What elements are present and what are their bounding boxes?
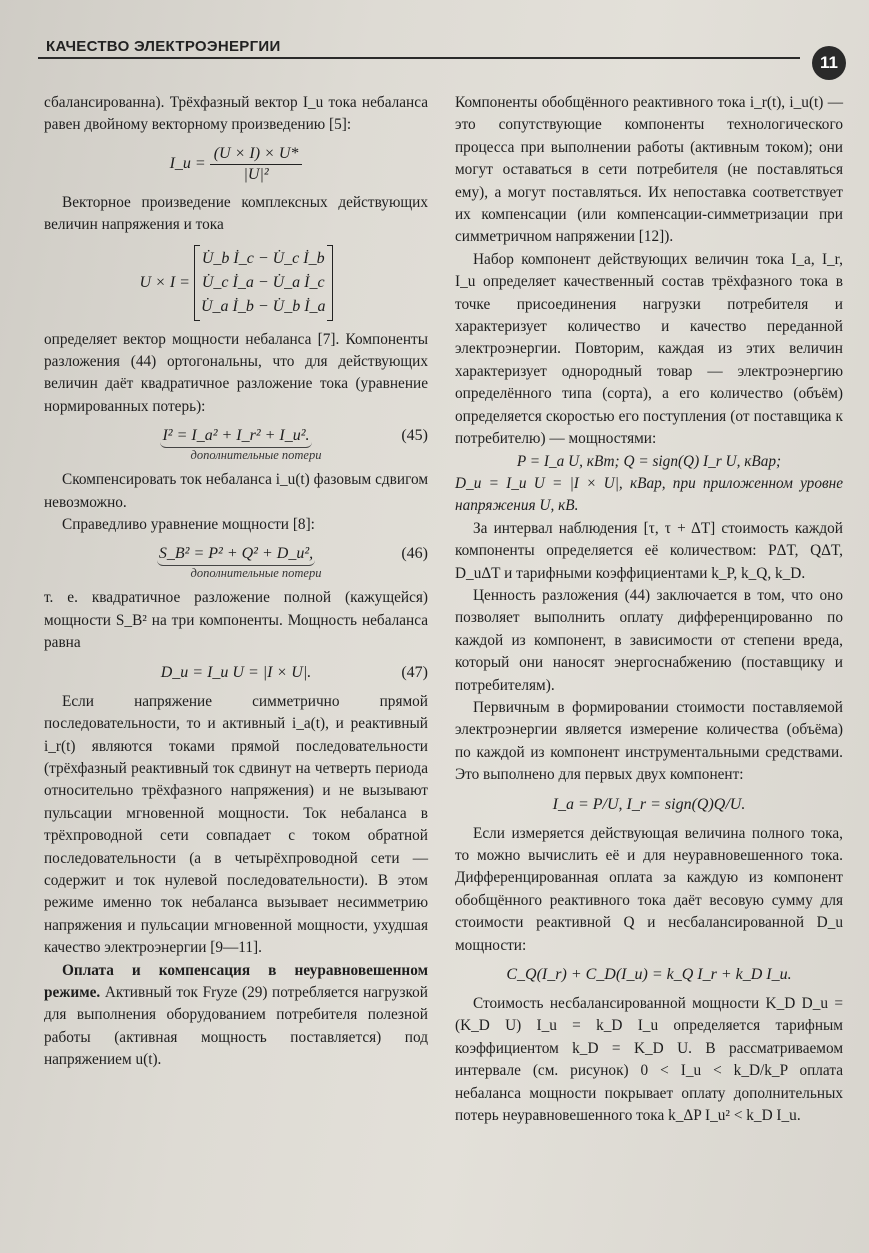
equation-46	[44, 543, 428, 580]
equation-number: (47)	[401, 663, 428, 681]
paragraph: т. е. квадратичное разложение полной (кажущейся) мощности S_B² на три компоненты. Мощность небаланса равна	[44, 589, 428, 652]
equation-lhs: U × I =	[139, 273, 190, 291]
equation-45	[44, 425, 428, 462]
left-column	[44, 92, 428, 1072]
paragraph	[44, 960, 428, 1072]
underbrace-note: дополнительные потери	[190, 448, 322, 463]
fraction-denominator: |U|²	[243, 165, 269, 183]
right-column	[455, 92, 843, 1127]
matrix	[194, 245, 333, 321]
equation-body: D_u = I_u U = |I × U|.	[160, 663, 312, 681]
equation-lhs: I_u =	[169, 154, 206, 172]
equation-du: D_u = I_u U = |I × U|, кВар, при приложенном уровне напряжения U, кВ.	[455, 474, 843, 515]
paragraph-lead: Оплата и компенсация в неуравновешенном режиме.	[44, 961, 428, 1001]
header-rule	[38, 57, 800, 59]
paragraph: За интервал наблюдения [τ, τ + ΔT] стоимость каждой компоненты определяется её количеством: PΔT, QΔT, D_uΔT и тарифными коэффициентами k_P, k_Q, k_D.	[455, 519, 843, 582]
paragraph: Если измеряется действующая величина полного тока, то можно вычислить её и для неуравновешенного тока. Дифференцированная оплата за каждую из компонент обобщённого реактивного тока даёт весовую сумму для стоимости реактивной Q и несбалансированной D_u мощности:	[455, 824, 843, 954]
equation-body: I² = I_a² + I_r² + I_u².	[160, 425, 311, 448]
paragraph: Справедливо уравнение мощности [8]:	[62, 516, 315, 534]
section-title: КАЧЕСТВО ЭЛЕКТРОЭНЕРГИИ	[46, 38, 281, 55]
paragraph: Если напряжение симметрично прямой последовательности, то и активный i_a(t), и реактивный i_r(t) являются токами прямой последовательности (трёхфазный реактивный ток сдвинут на четверть периода относительно трёхфазного напряжения) и не вызывают пульсации мгновенной мощности. Ток небаланса в трёхпроводной сети совпадает с током обратной последовательности (а в четырёхпроводной сети — содержит и ток нулевой последовательности). В этом режиме именно ток небаланса вызывает несимметрию напряжения и пульсации мгновенной мощности, ухудшая качество электроэнергии [9—11].	[44, 692, 428, 957]
equation-number: (46)	[401, 545, 428, 563]
paragraph: Ценность разложения (44) заключается в том, что оно позволяет выполнить оплату дифференцированно по каждой из компонент, в зависимости от степени вреда, который они наносят энергоснабжению (поставщику и потребителям).	[455, 586, 843, 694]
equation-cost	[455, 964, 843, 986]
paragraph-text: Активный ток Fryze (29) потребляется нагрузкой для выполнения оборудованием потребителя полезной работы (активная мощность поставляется) под напряжением u(t).	[44, 983, 428, 1069]
matrix-row: U̇_c İ_a − U̇_a İ_c	[201, 273, 325, 291]
equation-47	[44, 662, 428, 684]
page-number-badge: 11	[812, 46, 846, 80]
paragraph: определяет вектор мощности небаланса [7]. Компоненты разложения (44) ортогональны, что для действующих величин даёт квадратичное разложение тока (уравнение нормированных потерь):	[44, 330, 428, 415]
equation-pq: P = I_a U, кВт; Q = sign(Q) I_r U, кВар;	[516, 452, 782, 470]
paragraph: Набор компонент действующих величин тока I_a, I_r, I_u определяет качественный состав трёхфазного тока в точке присоединения нагрузки потребителя и характеризует количество и качество переданной электроэнергии. Повторим, каждая из этих величин характеризует однородный товар — электроэнергию определённого типа (сорта), а его количество (объём) определяется скоростью его поступления (от поставщика к потребителю) — мощностями:	[455, 250, 843, 448]
fraction	[210, 144, 303, 185]
equation-cross-product	[44, 245, 428, 321]
underbrace-note: дополнительные потери	[190, 566, 322, 581]
page-header	[38, 30, 838, 70]
equation-body: S_B² = P² + Q² + D_u²,	[157, 543, 315, 566]
equation-body: I_a = P/U, I_r = sign(Q)Q/U.	[552, 795, 746, 813]
paragraph: Скомпенсировать ток небаланса i_u(t) фазовым сдвигом невозможно.	[44, 471, 428, 511]
paragraph: Векторное произведение комплексных действующих величин напряжения и тока	[44, 193, 428, 234]
matrix-row: U̇_b İ_c − U̇_c İ_b	[201, 249, 325, 267]
equation-number: (45)	[401, 427, 428, 445]
equation-body: C_Q(I_r) + C_D(I_u) = k_Q I_r + k_D I_u.	[506, 966, 792, 984]
paragraph: Первичным в формировании стоимости поставляемой электроэнергии является измерение количества (объёма) по каждой из компонент инструментальными средствами. Это выполнено для первых двух компонент:	[455, 698, 843, 784]
matrix-row: U̇_a İ_b − U̇_b İ_a	[200, 297, 326, 315]
paragraph: Стоимость несбалансированной мощности K_D D_u = (K_D U) I_u = k_D I_u определяется тарифным коэффициентом k_D = K_D U. В рассматриваемом интервале (см. рисунок) 0 < I_u < k_D/k_P оплата небаланса мощности покрывает оплату дополнительных потерь неуравновешенного тока k_ΔP I_u² < k_D I_u.	[455, 995, 843, 1125]
equation-ia	[455, 794, 843, 816]
equation-iu	[44, 144, 428, 185]
fraction-numerator: (U × I) × U*	[210, 144, 303, 165]
paragraph: Компоненты обобщённого реактивного тока i_r(t), i_u(t) — это сопутствующие компоненты технологического процесса при выполнении работы (активным током); они могут оставаться в сети потребителя (не поставляться ему), а могут поставляться. Их непоставка соответствует их компенсации (или компенсации-симметризации при симметричном напряжении [12]).	[455, 94, 843, 246]
paragraph: сбалансированна). Трёхфазный вектор I_u тока небаланса равен двойному векторному произведению [5]:	[44, 94, 428, 134]
